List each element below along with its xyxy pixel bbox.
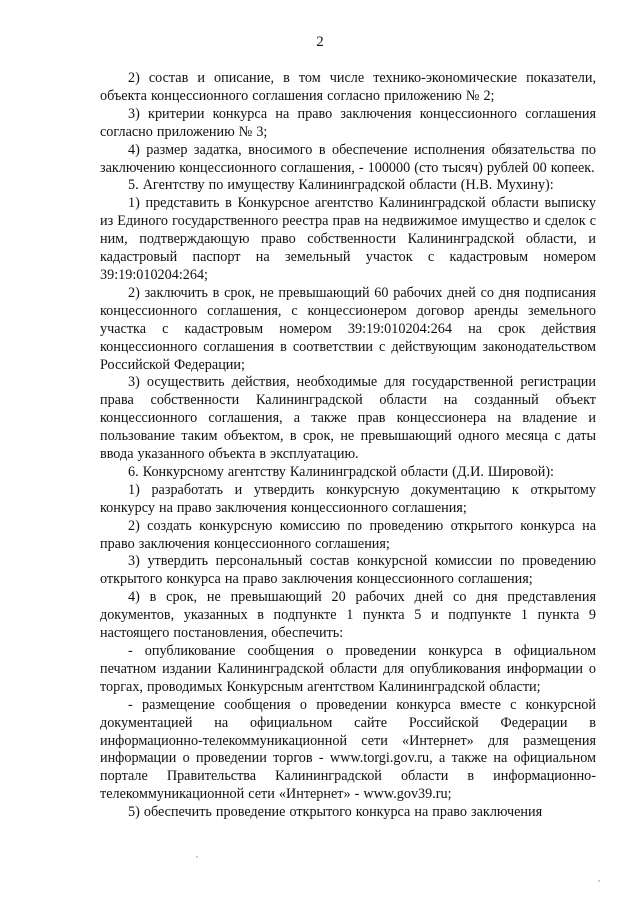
- scan-speck: [196, 856, 198, 858]
- paragraph: 3) утвердить персональный состав конкурсной комиссии по проведению открытого конкурса на право заключения концессионного соглашения;: [100, 553, 596, 588]
- paragraph: - опубликование сообщения о проведении конкурса в официальном печатном издании Калининградской области для опубликования информации о торгах, проводимых Конкурсным агентством Калининградской области;: [100, 643, 596, 695]
- paragraph: 3) критерии конкурса на право заключения концессионного соглашения согласно приложению № 3;: [100, 105, 596, 140]
- paragraph: 3) осуществить действия, необходимые для государственной регистрации права собственности Калининградской области на созданный объект концессионного соглашения, а также прав концессионера на владение и пользование таким объектом, в срок, не превышающий одного месяца с даты ввода указанного объекта в эксплуатацию.: [100, 374, 596, 463]
- paragraph: 5) обеспечить проведение открытого конкурса на право заключения: [128, 804, 543, 821]
- paragraph: 2) заключить в срок, не превышающий 60 рабочих дней со дня подписания концессионного соглашения, с концессионером договор аренды земельного участка с кадастровым номером 39:19:010204:264 на срок действия концессионного соглашения в соответствии с действующим законодательством Российской Федерации;: [100, 284, 596, 373]
- paragraph: 1) разработать и утвердить конкурсную документацию к открытому конкурсу на право заключения концессионного соглашения;: [100, 481, 596, 516]
- paragraph: 1) представить в Конкурсное агентство Калининградской области выписку из Единого государственного реестра прав на недвижимое имущество и сделок с ним, подтверждающую право собственности Калининградской области, и кадастровый паспорт на земельный участок с кадастровым номером 39:19:010204:264;: [100, 195, 596, 283]
- paragraph: 2) состав и описание, в том числе технико-экономические показатели, объекта концессионного соглашения согласно приложению № 2;: [100, 70, 596, 104]
- paragraph: 4) в срок, не превышающий 20 рабочих дней со дня представления документов, указанных в подпункте 1 пункта 5 и подпункте 1 пункта 9 настоящего постановления, обеспечить:: [100, 589, 596, 642]
- paragraph: - размещение сообщения о проведении конкурса вместе с конкурсной документацией на официальном сайте Российской Федерации в информационно-телекоммуникационной сети «Интернет» для размещения информации о проведении торгов - www.torgi.gov.ru, а также на официальном портале Правительства Калининградской области в информационно-телекоммуникационной сети «Интернет» - www.gov39.ru;: [100, 696, 596, 803]
- scan-speck: [598, 880, 600, 882]
- paragraph: 2) создать конкурсную комиссию по проведению открытого конкурса на право заключения концессионного соглашения;: [100, 517, 596, 552]
- paragraph: 6. Конкурсному агентству Калининградской области (Д.И. Шировой):: [128, 463, 554, 480]
- paragraph: 4) размер задатка, вносимого в обеспечение исполнения обязательства по заключению концессионного соглашения, - 100000 (сто тысяч) рублей 00 копеек.: [100, 141, 596, 176]
- paragraph: 5. Агентству по имуществу Калининградской области (Н.В. Мухину):: [128, 177, 554, 194]
- page-number: 2: [316, 34, 324, 50]
- document-body: [100, 70, 596, 822]
